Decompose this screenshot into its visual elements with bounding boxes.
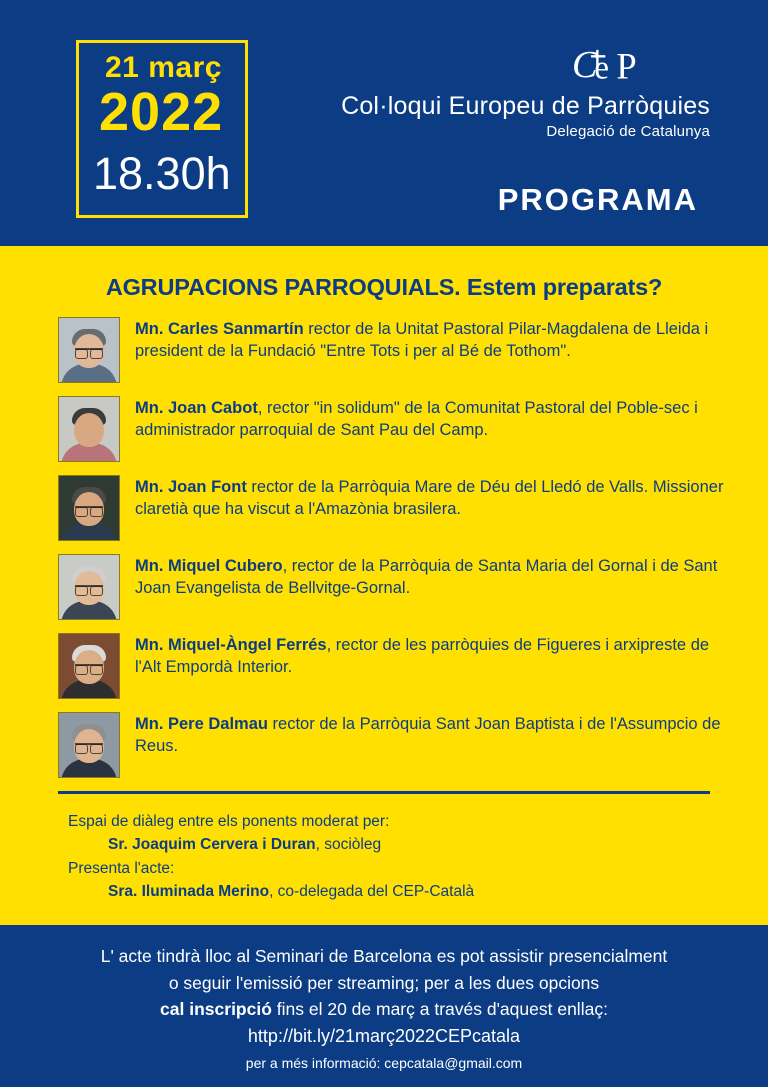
speaker-name: Mn. Miquel-Àngel Ferrés: [135, 636, 327, 654]
date-box: [76, 40, 248, 218]
date-time: 18.30h: [93, 148, 231, 199]
speaker-name: Mn. Miquel Cubero: [135, 557, 283, 575]
speaker-role: rector de la Parròquia Mare de Déu del Lledó de Valls. Missioner claretià que ha viscut a l'Amazònia brasilera.: [135, 478, 724, 518]
moderator-role: , sociòleg: [315, 836, 382, 854]
avatar: [58, 396, 120, 462]
list-item: [58, 317, 734, 383]
list-item: [58, 396, 734, 462]
organization-logo-block: [310, 42, 710, 140]
registration-deadline-text: fins el 20 de març a través d'aquest enllaç:: [271, 998, 608, 1019]
presenter-name: Sra. Iluminada Merino: [108, 882, 270, 900]
presenter-role: , co-delegada del CEP-Català: [269, 882, 475, 900]
cep-logo-icon: [570, 42, 666, 88]
date-year: 2022: [99, 82, 224, 142]
avatar: [58, 633, 120, 699]
speaker-role: rector de la Unitat Pastoral Pilar-Magdalena de Lleida i president de la Fundació "Entre Tots i per al Bé de Tothom".: [135, 320, 709, 360]
speaker-description: [135, 554, 734, 600]
divider: [58, 791, 710, 794]
avatar: [58, 317, 120, 383]
speaker-role: , rector de les parròquies de Figueres i arxipreste de l'Alt Empordà Interior.: [135, 636, 710, 676]
page-title: AGRUPACIONS PARROQUIALS. Estem preparats?: [105, 274, 663, 300]
organization-name: Col·loqui Europeu de Parròquies: [341, 92, 710, 120]
footer-line-3: [20, 996, 748, 1022]
list-item: [58, 712, 734, 778]
list-item: [58, 554, 734, 620]
avatar: [58, 712, 120, 778]
moderation-intro: Espai de diàleg entre els ponents moderat per:: [68, 813, 390, 830]
organization-subtitle: Delegació de Catalunya: [546, 123, 710, 140]
list-item: [58, 633, 734, 699]
moderation-block: [68, 810, 768, 903]
contact-info: per a més informació: cepcatala@gmail.com: [245, 1055, 523, 1071]
presenter-line: [68, 880, 768, 903]
speaker-role: rector de la Parròquia Sant Joan Baptista i de l'Assumpcio de Reus.: [135, 715, 721, 755]
footer-line-2: o seguir l'emissió per streaming; per a les dues opcions: [168, 972, 600, 993]
speaker-description: [135, 712, 734, 758]
speaker-name: Mn. Pere Dalmau: [135, 715, 268, 733]
registration-link[interactable]: http://bit.ly/21març2022CEPcatala: [247, 1026, 521, 1047]
speaker-role: , rector "in solidum" de la Comunitat Pastoral del Poble-sec i administrador parroquial de Sant Pau del Camp.: [135, 399, 698, 439]
poster-header: [0, 0, 768, 246]
footer-line-1: L' acte tindrà lloc al Seminari de Barcelona es pot assistir presencialment: [100, 946, 668, 967]
svg-text:P: P: [616, 45, 637, 87]
avatar: [58, 554, 120, 620]
moderator-line: [68, 833, 768, 856]
poster-body: [0, 246, 768, 925]
speaker-name: Mn. Carles Sanmartín: [135, 320, 304, 338]
speaker-description: [135, 475, 734, 521]
speaker-role: , rector de la Parròquia de Santa Maria del Gornal i de Sant Joan Evangelista de Bellvitge-Gornal.: [135, 557, 718, 597]
programa-heading: PROGRAMA: [497, 182, 698, 217]
date-day: 21 març: [105, 51, 222, 84]
speaker-name: Mn. Joan Font: [135, 478, 247, 496]
speaker-description: [135, 396, 734, 442]
list-item: [58, 475, 734, 541]
speaker-name: Mn. Joan Cabot: [135, 399, 258, 417]
avatar: [58, 475, 120, 541]
speaker-list: [58, 317, 734, 778]
poster-footer: [0, 925, 768, 1087]
moderator-name: Sr. Joaquim Cervera i Duran: [108, 836, 316, 854]
speaker-description: [135, 633, 734, 679]
speaker-description: [135, 317, 734, 363]
presenter-intro: Presenta l'acte:: [68, 859, 175, 877]
registration-required-text: cal inscripció: [160, 998, 272, 1019]
svg-text:C: C: [572, 43, 598, 86]
svg-text:e: e: [594, 49, 609, 87]
